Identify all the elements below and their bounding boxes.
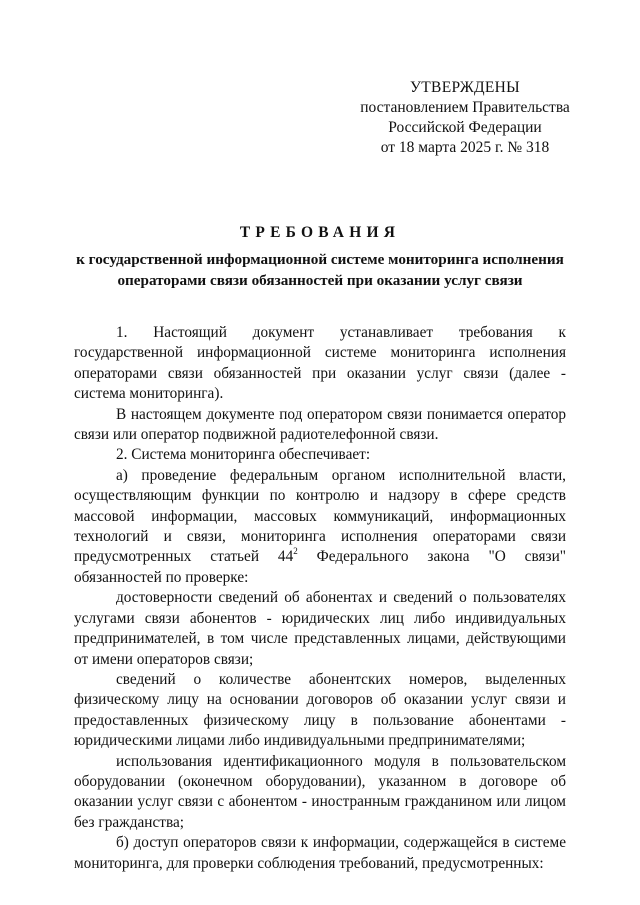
- paragraph-1: 1. Настоящий документ устанавливает требования к государственной информационной системе мониторинга исполнения операторами связи обязанностей при оказании услуг связи (далее - система мониторинга).: [74, 324, 566, 403]
- approval-line-3: от 18 марта 2025 г. № 318: [380, 139, 550, 156]
- paragraph-7: использования идентификационного модуля в пользовательском оборудовании (оконечном оборудовании), указанном в договоре об оказании услуг связи с абонентом - иностранным гражданином или лицом без гражданства;: [74, 752, 566, 831]
- document-subtitle: [74, 250, 566, 291]
- approval-line-1: постановлением Правительства: [360, 99, 570, 116]
- approval-stamp: [330, 78, 600, 158]
- superscript-number: 2: [293, 546, 298, 557]
- paragraph-3: 2. Система мониторинга обеспечивает:: [116, 446, 371, 464]
- subtitle-line-1: к государственной информационной системе мониторинга исполнения: [76, 251, 564, 268]
- approval-line-2: Российской Федерации: [388, 119, 542, 136]
- paragraph-4-text: а) проведение федеральным органом исполнительной власти, осуществляющим функции по контролю и надзору в сфере средств массовой информации, массовых коммуникаций, информационных технологий и связи, мониторинга исполнения операторами связи предусмотренных статьей 44: [74, 466, 566, 566]
- paragraph-4-text-end: Федерального закона "О связи" обязанностей по проверке:: [74, 548, 566, 586]
- document-body: [74, 323, 566, 874]
- paragraph-8: б) доступ операторов связи к информации, содержащейся в системе мониторинга, для проверки соблюдения требований, предусмотренных:: [74, 834, 566, 872]
- approval-heading: УТВЕРЖДЕНЫ: [410, 79, 520, 96]
- paragraph-5: достоверности сведений об абонентах и сведений о пользователях услугами связи абонентов - юридических лиц либо индивидуальных предпринимателей, в том числе представленных лицами, действующими от имени операторов связи;: [74, 589, 566, 668]
- document-title: ТРЕБОВАНИЯ: [239, 224, 401, 241]
- paragraph-2: В настоящем документе под оператором связи понимается оператор связи или оператор подвижной радиотелефонной связи.: [74, 405, 566, 444]
- paragraph-6: сведений о количестве абонентских номеров, выделенных физическому лицу на основании договоров об оказании услуг связи и предоставленных физическому лицу в пользование абонентами - юридическими лицами либо индивидуальными предпринимателями;: [74, 670, 566, 750]
- subtitle-line-2: операторами связи обязанностей при оказании услуг связи: [117, 271, 523, 289]
- paragraph-4: [74, 466, 566, 588]
